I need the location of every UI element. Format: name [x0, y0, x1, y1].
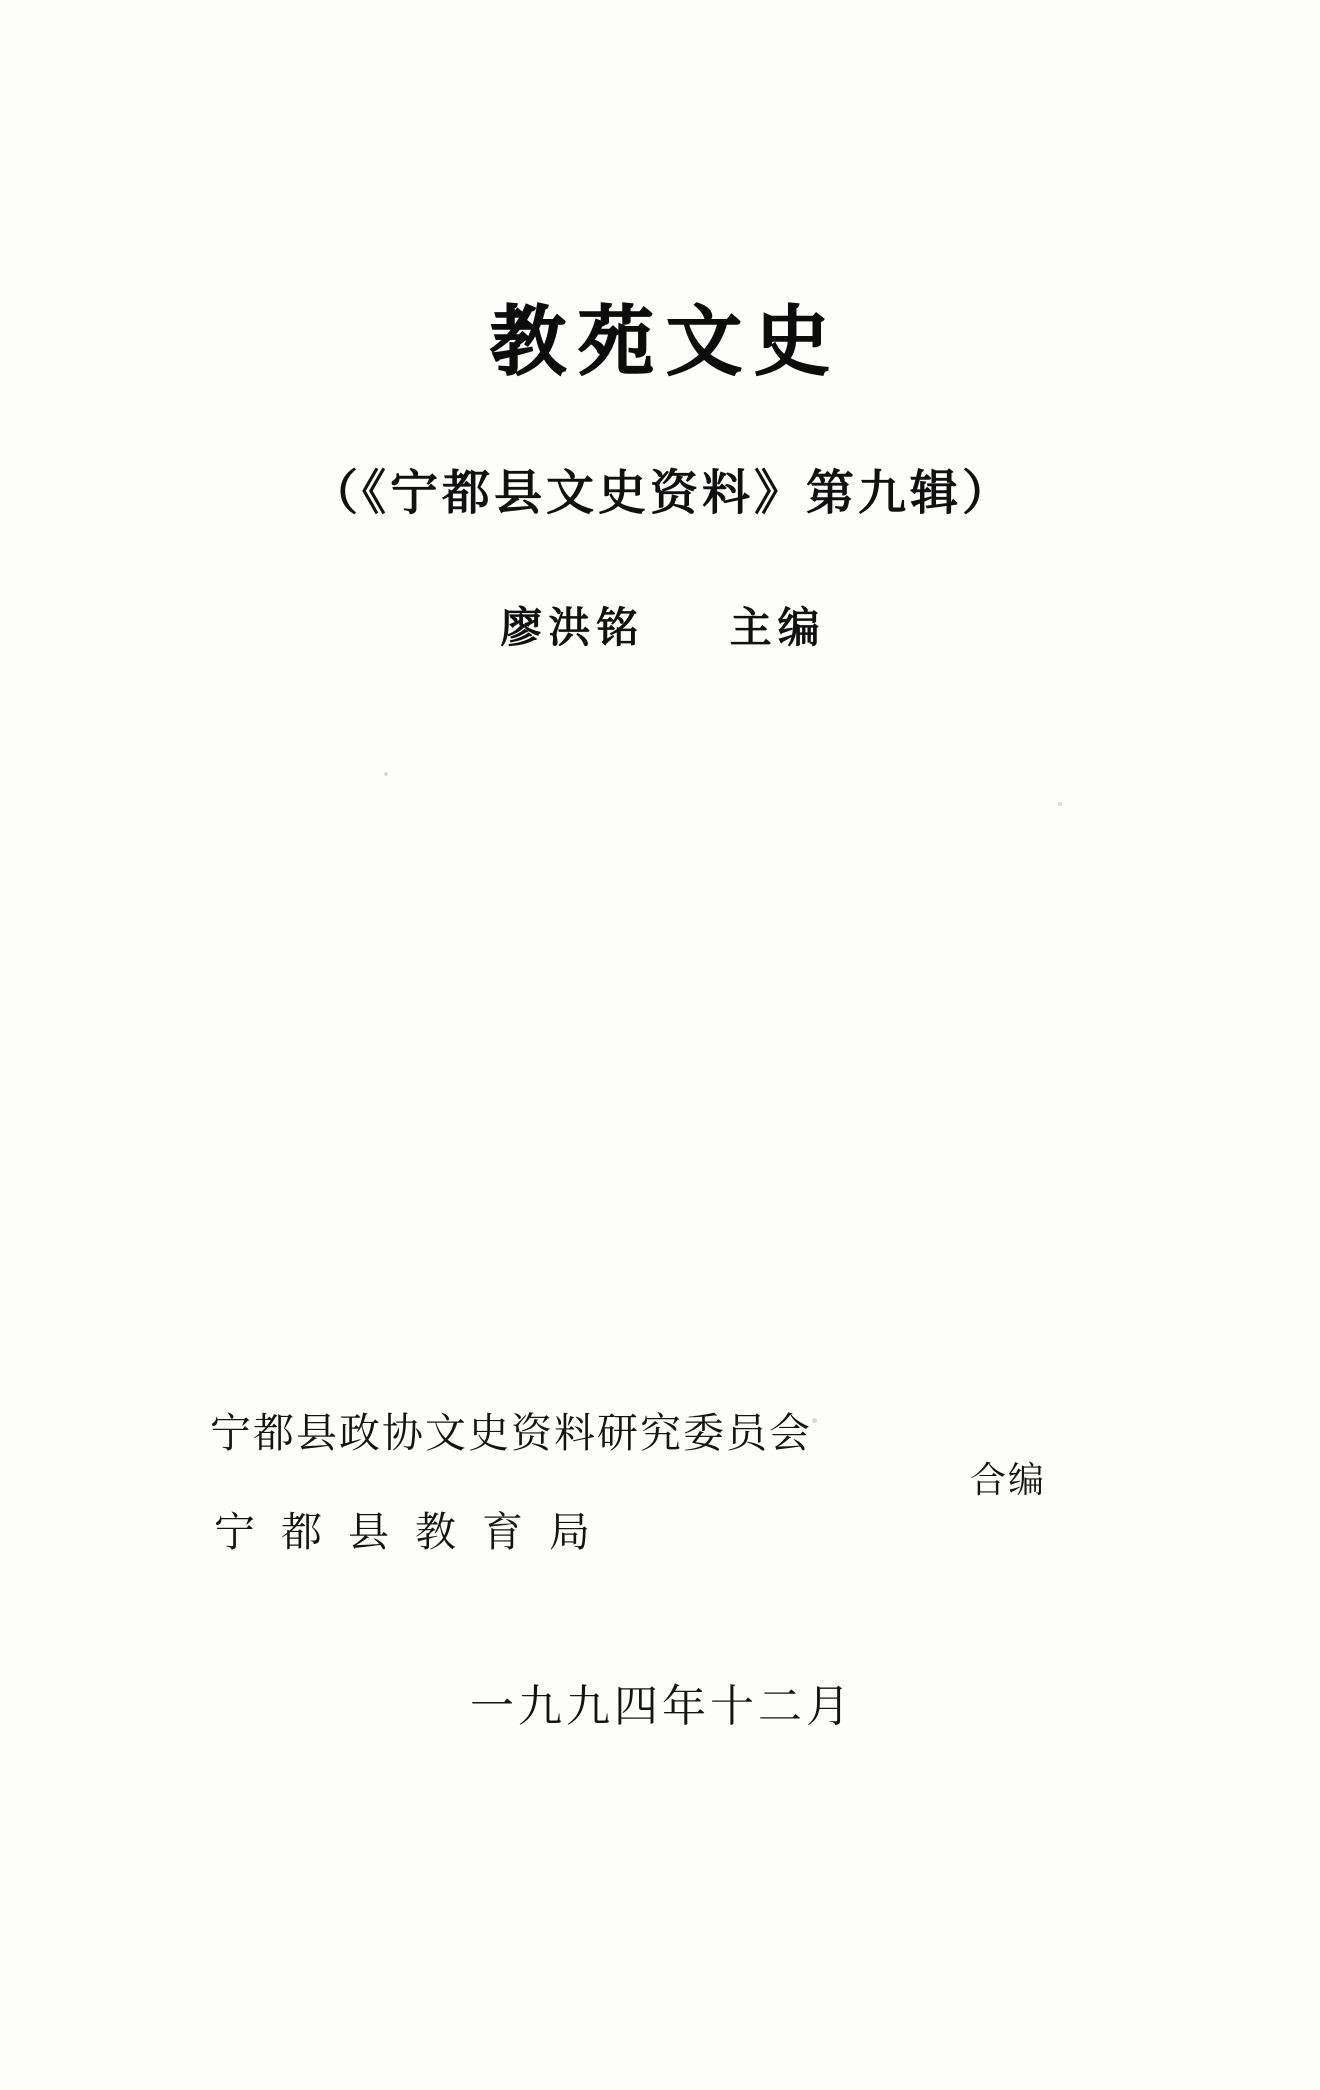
series-subtitle: （《宁都县文史资料》第九辑） — [309, 464, 1014, 521]
scan-speck — [1058, 802, 1062, 806]
editor-name: 廖洪铭 — [500, 602, 645, 652]
title-block — [0, 297, 1320, 655]
publisher-block — [210, 1400, 1140, 1558]
page-title: 教苑文史 — [490, 297, 842, 386]
editor-line — [0, 595, 1320, 655]
publication-date: 一九九四年十二月 — [470, 1681, 854, 1732]
publisher-organization-primary: 宁都县政协文史资料研究委员会 — [210, 1409, 812, 1457]
editor-role: 主编 — [729, 602, 826, 652]
scan-speck — [384, 772, 388, 776]
publisher-organization-secondary: 宁都县教育局 — [214, 1508, 616, 1556]
compiled-jointly-note: 合编 — [970, 1460, 1047, 1501]
